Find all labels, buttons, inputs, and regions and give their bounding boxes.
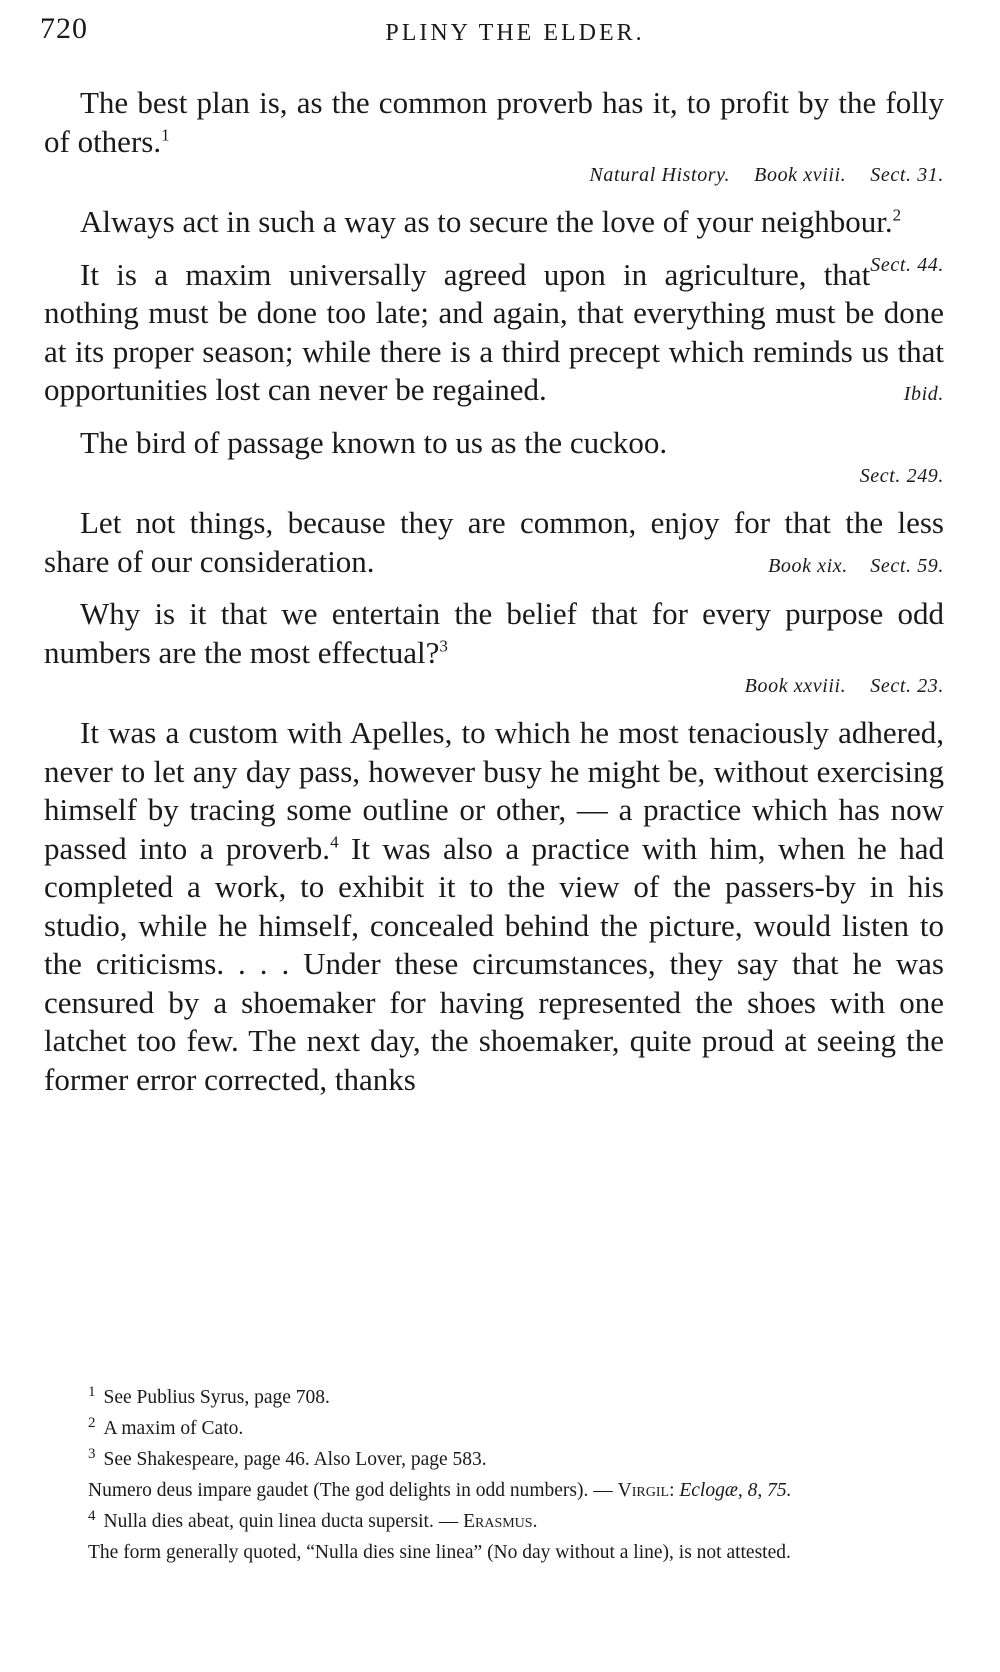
quote-text: The bird of passage known to us as the cuckoo. [80, 424, 668, 460]
quote-2 [44, 203, 944, 276]
footnote-author: Virgil [617, 1480, 670, 1501]
footnote-work: Eclogæ, 8, 75. [679, 1480, 792, 1501]
quote-text-continued: It was also a practice with him, when he had completed a work, to exhibit it to the view of the passers-by in his studio, while he himself, concealed behind the picture, would listen to the criticisms. . . . Under these circumstances, they say that he was censured by a shoemaker for having represented the shoes with one latchet too few. The next day, the shoemaker, quite proud at seeing the former error corrected, thanks [44, 830, 944, 1097]
quote-text: It was a custom with Apelles, to which he most tenaciously adhered, never to let any day pass, however busy he might be, without exercising himself by tracing some outline or other, — a practice which has now passed into a proverb. [44, 715, 944, 866]
footnotes [44, 1382, 944, 1568]
footnote-author: Erasmus. [463, 1511, 538, 1532]
quote-6 [44, 595, 944, 700]
quote-citation: Sect. 249. [859, 465, 944, 487]
footnote-ref: 1 [161, 125, 170, 145]
quote-citation: Sect. 44. [870, 253, 944, 276]
quote-citation: Ibid. [903, 383, 944, 405]
quote-citation: Book xxviii. Sect. 23. [744, 675, 944, 697]
footnote-2: $^2$ A maxim of Cato. [88, 1414, 244, 1439]
quote-citation: Book xix. Sect. 59. [768, 554, 944, 577]
footnote-4-continued: The form generally quoted, “Nulla dies sine linea” (No day without a line), is not attested. [88, 1542, 791, 1563]
quote-text: The best plan is, as the common proverb has it, to profit by the folly of others. [44, 85, 944, 159]
page-header [40, 12, 950, 52]
footnote-ref: 4 [330, 832, 339, 852]
quote-text: Let not things, because they are common, enjoy for that the less share of our consideration. [44, 505, 944, 579]
footnote-3-continued: Numero deus impare gaudet (The god delights in odd numbers). — Virgil: Eclogæ, 8, 75. [88, 1480, 792, 1501]
quote-5 [44, 504, 944, 581]
quote-citation: Natural History. Book xviii. Sect. 31. [589, 164, 944, 186]
quotations [44, 84, 944, 1113]
quote-text: It is a maxim universally agreed upon in agriculture, that nothing must be done too late; and again, that everything must be done at its proper season; while there is a third precept which reminds us that opportunities lost can never be regained. [44, 256, 944, 407]
footnote-4: $^4$ Nulla dies abeat, quin linea ducta supersit. — Erasmus. [88, 1507, 538, 1532]
quote-7 [44, 714, 944, 1099]
footnote-3: $^3$ See Shakespeare, page 46. Also Lover, page 583. [88, 1445, 487, 1470]
quote-text: Why is it that we entertain the belief that for every purpose odd numbers are the most effectual? [44, 596, 944, 670]
quote-3 [44, 256, 944, 410]
page-number: 720 [40, 12, 88, 45]
footnote-ref: 2 [892, 205, 902, 225]
running-head: PLINY THE ELDER. [385, 20, 645, 46]
quote-text: Always act in such a way as to secure the love of your neighbour. [80, 204, 893, 239]
quote-4 [44, 424, 944, 491]
quote-1 [44, 84, 944, 189]
footnote-1: $^1$ See Publius Syrus, page 708. [88, 1383, 330, 1408]
footnote-ref: 3 [439, 636, 448, 656]
